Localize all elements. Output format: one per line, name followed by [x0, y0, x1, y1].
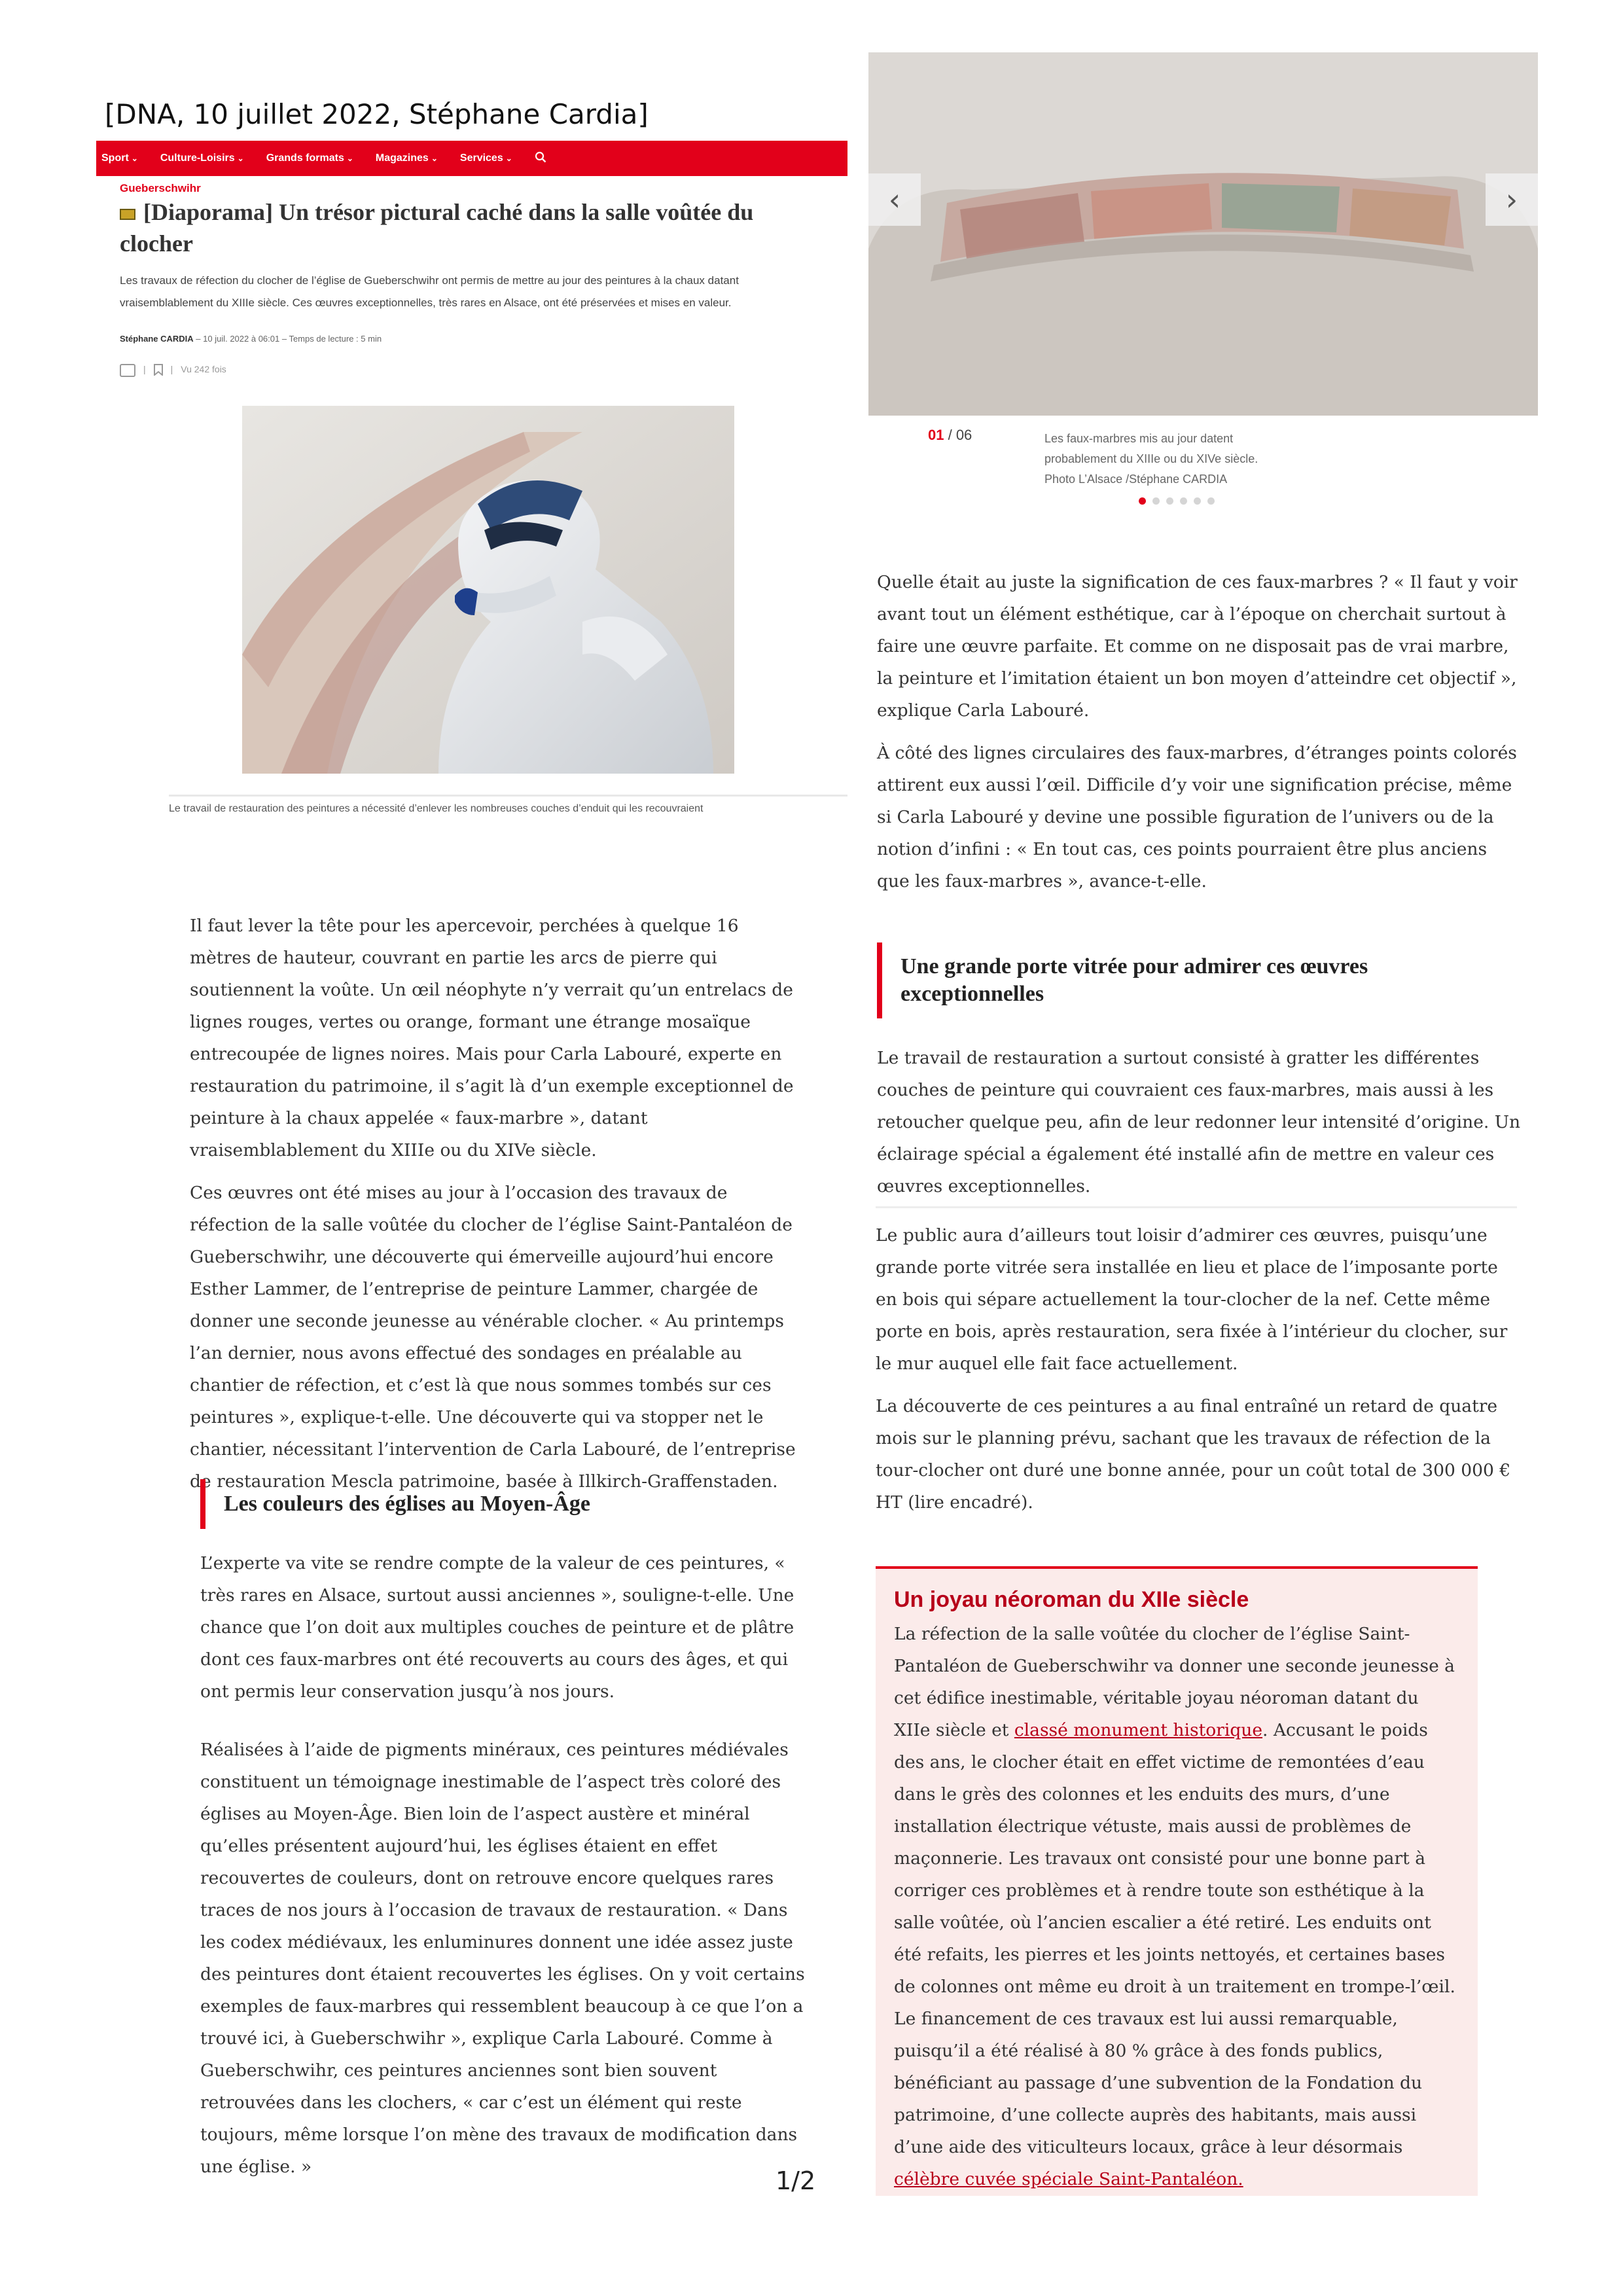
separator: |	[143, 364, 146, 374]
carousel-dot[interactable]	[1180, 497, 1187, 505]
nav-item-services[interactable]: Services ⌄	[459, 152, 512, 164]
nav-item-sport[interactable]: Sport ⌄	[101, 152, 138, 164]
paragraph: L’experte va vite se rendre compte de la valeur de ces peintures, « très rares en Alsace, surtout aussi anciennes », souligne-t-elle. Une chance que l’on doit aux multiples couches de peinture et de plâtre dont ces faux-marbres ont été recouverts au cours des âges, et qui ont permis leur conservation jusqu’à nos jours.	[200, 1553, 794, 1702]
carousel-dot[interactable]	[1152, 497, 1160, 505]
page-number: 1/2	[776, 2166, 816, 2195]
article-body-left-bottom	[200, 1547, 809, 2193]
paragraph: Ces œuvres ont été mises au jour à l’occasion des travaux de réfection de la salle voûtée du clocher de l’église Saint-Pantaléon de Gueberschwihr, une découverte qui émerveille aujourd’hui encore Esther Lammer, de l’entreprise de peinture Lammer, chargée de donner une seconde jeunesse au vénérable clocher. « Au printemps l’an dernier, nous avons effectué des sondages en préalable au chantier de réfection, et c’est là que nous sommes tombés sur ces peintures », explique-t-elle. Une découverte qui va stopper net le chantier, nécessitant l’intervention de Carla Labouré, de l’entreprise de restauration Mescla patrimoine, basée à Illkirch-Graffenstaden.	[190, 1183, 796, 1492]
paragraph: Le public aura d’ailleurs tout loisir d’admirer ces œuvres, puisqu’une grande porte vitrée sera installée en lieu et place de l’imposante porte en bois qui sépare actuellement la tour-clocher de la nef. Cette même porte en bois, après restauration, sera fixée à l’intérieur du clocher, sur le mur auquel elle fait face actuellement.	[876, 1225, 1508, 1374]
paragraph: Le travail de restauration a surtout consisté à gratter les différentes couches de peinture qui couvraient ces faux-marbres, mais aussi à les retoucher quelque peu, afin de leur redonner leur intensité d’origine. Un éclairage spécial a également été installé afin de mettre en valeur ces œuvres exceptionnelles.	[877, 1048, 1521, 1196]
section-subhead: Les couleurs des églises au Moyen-Âge	[200, 1479, 813, 1529]
chevron-left-icon[interactable]: ‹	[868, 173, 921, 226]
carousel-dot[interactable]	[1207, 497, 1215, 505]
comment-icon[interactable]	[120, 364, 135, 377]
article-byline	[120, 334, 382, 344]
section-subhead: Une grande porte vitrée pour admirer ces œuvres exceptionnelles	[877, 942, 1489, 1018]
link-cuvee-saint-pantaleon[interactable]: célèbre cuvée spéciale Saint-Pantaléon.	[894, 2169, 1243, 2189]
source-citation: [DNA, 10 juillet 2022, Stéphane Cardia]	[105, 98, 649, 130]
nav-item-culture-loisirs[interactable]: Culture-Loisirs ⌄	[160, 152, 244, 164]
chevron-down-icon: ⌄	[346, 154, 353, 163]
nav-item-magazines[interactable]: Magazines ⌄	[375, 152, 438, 164]
article-body-right-bottom	[876, 1219, 1520, 1529]
box-body: La réfection de la salle voûtée du clocher de l’église Saint-Pantaléon de Gueberschwihr va donner une seconde jeunesse à cet édifice inestimable, véritable joyau néoroman datant du XIIe siècle et classé monument historique. Accusant le poids des ans, le clocher était en effet victime de remontées d’eau dans le grès des colonnes et les enduits des murs, d’une installation électrique vétuste, mais aussi de problèmes de maçonnerie. Les travaux ont consisté pour une bonne part à corriger ces problèmes et à rendre toute son esthétique à la salle voûtée, où l’ancien escalier a été retiré. Les enduits ont été refaits, les pierres et les joints nettoyés, et certaines bases de colonnes ont même eu droit à un traitement en trompe-l’œil. Le financement de ces travaux est lui aussi remarquable, puisqu’il a été réalisé à 80 % grâce à des fonds publics, bénéficiant au passage d’une subvention de la Fondation du patrimoine, d’une collecte auprès des habitants, mais aussi d’une aide des viticulteurs locaux, grâce à leur désormais célèbre cuvée spéciale Saint-Pantaléon.	[894, 1624, 1455, 2189]
slide-counter	[928, 427, 972, 444]
link-monument-historique[interactable]: classé monument historique	[1014, 1720, 1263, 1740]
view-count: Vu 242 fois	[181, 364, 226, 374]
sidebar-box	[876, 1566, 1478, 2196]
article-body-right-top	[877, 566, 1522, 908]
article-body-left-top	[190, 910, 798, 1508]
nav-item-grands-formats[interactable]: Grands formats ⌄	[266, 152, 353, 164]
chevron-right-icon[interactable]: ›	[1486, 173, 1538, 226]
article-body-right-middle	[877, 1042, 1522, 1213]
search-icon[interactable]	[535, 151, 546, 167]
byline-date: – 10 juil. 2022 à 06:01 – Temps de lecture : 5 min	[193, 334, 382, 344]
article-kicker[interactable]: Gueberschwihr	[120, 182, 201, 194]
slide-caption	[1044, 429, 1372, 490]
slide-caption-line: Les faux-marbres mis au jour datent	[1044, 432, 1234, 445]
paragraph: Quelle était au juste la signification de ces faux-marbres ? « Il faut y voir avant tout un élément esthétique, car à l’époque on cherchait surtout à faire une œuvre parfaite. Et comme on ne disposait pas de vrai marbre, la peinture et l’imitation étaient un bon moyen d’atteindre cet objectif », explique Carla Labouré.	[877, 572, 1518, 721]
carousel-dot[interactable]	[1139, 497, 1146, 505]
slide-current: 01	[928, 427, 944, 443]
carousel-dot[interactable]	[1194, 497, 1201, 505]
paragraph: À côté des lignes circulaires des faux-marbres, d’étranges points colorés attirent eux aussi l’œil. Difficile d’y voir une signification précise, même si Carla Labouré y devine une possible figuration de l’univers ou de la notion d’infini : « En tout cas, ces points pourraient être plus anciens que les faux-marbres », avance-t-elle.	[877, 743, 1517, 891]
paragraph: Réalisées à l’aide de pigments minéraux, ces peintures médiévales constituent un témoignage inestimable de l’aspect très coloré des églises au Moyen-Âge. Bien loin de l’aspect austère et minéral qu’elles présentent aujourd’hui, les églises étaient en effet recouvertes de couleurs, dont on retrouve encore quelques rares traces de nos jours à l’occasion de travaux de restauration. « Dans les codex médiévaux, les enluminures donnent une idée assez juste des peintures dont étaient recouvertes les églises. On y voit certains exemples de faux-marbres qui ressemblent beaucoup à ce que l’on a trouvé ici, à Gueberschwihr », explique Carla Labouré. Comme à Gueberschwihr, ces peintures anciennes sont bien souvent retrouvées dans les clochers, « car c’est un élément qui reste toujours, même lorsque l’on mène des travaux de modification dans une église. »	[200, 1740, 805, 2177]
article-headline: [Diaporama] Un trésor pictural caché dans la salle voûtée du clocher	[120, 199, 754, 257]
separator: |	[170, 364, 173, 374]
chevron-down-icon: ⌄	[431, 154, 438, 163]
slide-total: / 06	[944, 427, 972, 443]
slideshow-label-icon	[120, 209, 135, 220]
paragraph: La découverte de ces peintures a au final entraîné un retard de quatre mois sur le planning prévu, sachant que les travaux de réfection de la tour-clocher ont duré une bonne année, pour un coût total de 300 000 € HT (lire encadré).	[876, 1396, 1511, 1513]
article-tools	[120, 364, 226, 378]
slide-caption-line: probablement du XIIIe ou du XIVe siècle.	[1044, 452, 1258, 465]
restorer-photo	[242, 406, 734, 774]
bookmark-icon[interactable]	[154, 364, 163, 378]
chevron-down-icon: ⌄	[237, 154, 244, 163]
photo-carousel	[868, 52, 1538, 416]
photo-caption: Le travail de restauration des peintures a nécessité d’enlever les nombreuses couches d’enduit qui les recouvraient	[169, 795, 847, 815]
carousel-dots	[1139, 497, 1215, 505]
carousel-dot[interactable]	[1166, 497, 1173, 505]
article-lede: Les travaux de réfection du clocher de l’église de Gueberschwihr ont permis de mettre au jour des peintures à la chaux datant vraisemblablement du XIIIe siècle. Ces œuvres exceptionnelles, très rares en Alsace, ont été préservées et mises en valeur.	[120, 274, 739, 309]
chevron-down-icon: ⌄	[505, 154, 512, 163]
box-title: Un joyau néoroman du XIIe siècle	[894, 1587, 1249, 1612]
slide-caption-credit: Photo L’Alsace /Stéphane CARDIA	[1044, 473, 1228, 486]
chevron-down-icon: ⌄	[131, 154, 138, 163]
divider	[876, 1206, 1517, 1208]
byline-author: Stéphane CARDIA	[120, 334, 194, 344]
site-nav-bar	[96, 141, 847, 176]
paragraph: Il faut lever la tête pour les apercevoir, perchées à quelque 16 mètres de hauteur, couvrant en partie les arcs de pierre qui soutiennent la voûte. Un œil néophyte n’y verrait qu’un entrelacs de lignes rouges, vertes ou orange, formant une étrange mosaïque entrecoupée de lignes noires. Mais pour Carla Labouré, experte en restauration du patrimoine, il s’agit là d’un exemple exceptionnel de peinture à la chaux appelée « faux-marbre », datant vraisemblablement du XIIIe ou du XIVe siècle.	[190, 916, 794, 1160]
